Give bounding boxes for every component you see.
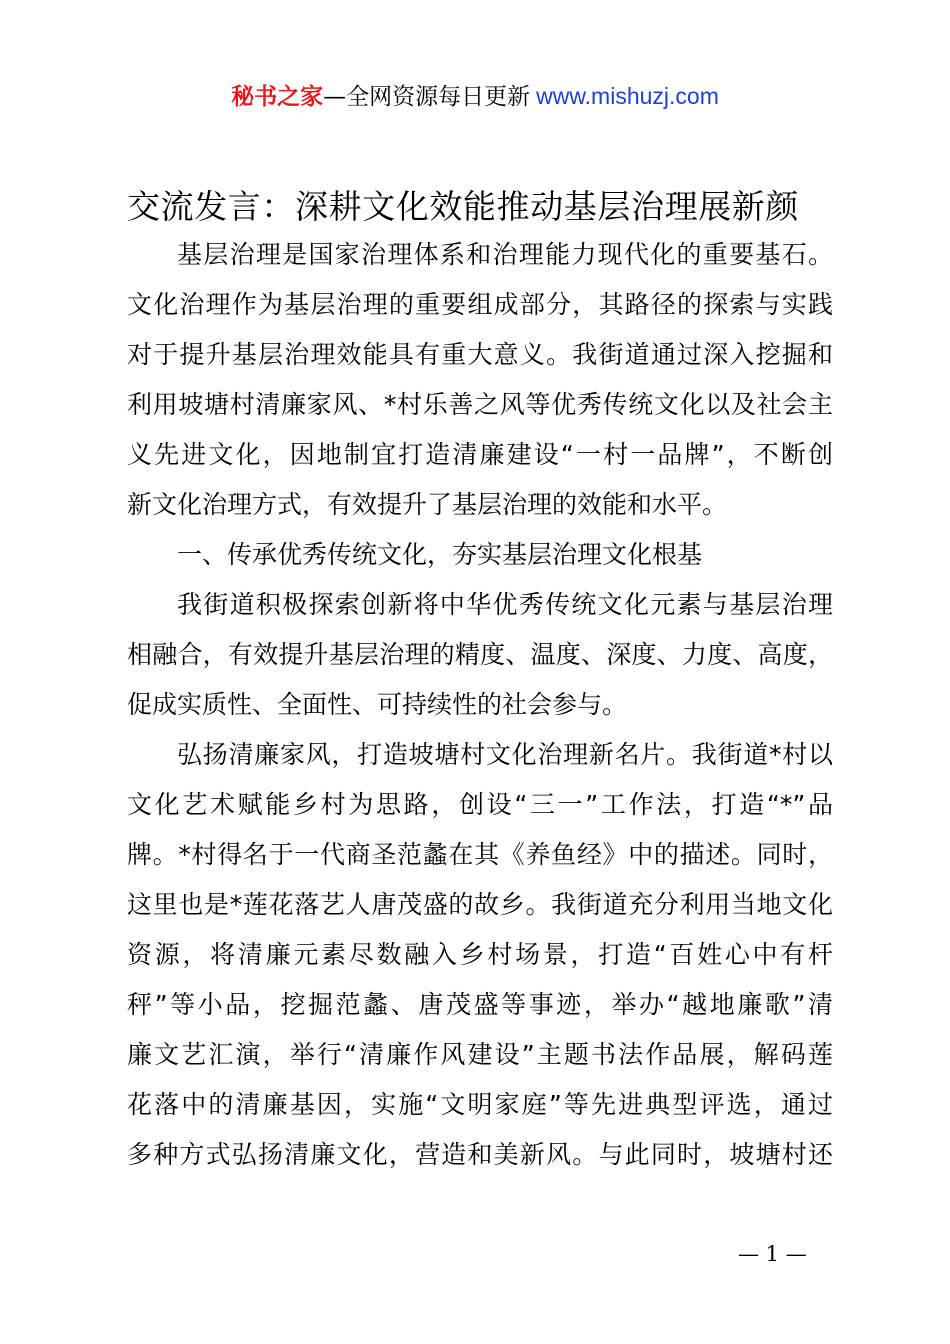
paragraph-line: 我街道积极探索创新将中华优秀传统文化元素与基层治理 [177,590,833,619]
paragraph-line: 基层治理是国家治理体系和治理能力现代化的重要基石。 [177,240,833,269]
paragraph-line: 弘扬清廉家风，打造坡塘村文化治理新名片。我街道*村以 [177,740,833,769]
paragraph-line: 文化艺术赋能乡村为思路，创设“三一”工作法，打造“*”品 [127,790,833,819]
paragraph-line: 促成实质性、全面性、可持续性的社会参与。 [127,690,628,719]
paragraph-line: 秤”等小品，挖掘范蠡、唐茂盛等事迹，举办“越地廉歌”清 [127,990,833,1019]
site-header [0,80,950,113]
document-title: 交流发言：深耕文化效能推动基层治理展新颜 [127,187,799,226]
paragraph-line: 新文化治理方式，有效提升了基层治理的效能和水平。 [127,490,728,519]
paragraph-line: 这里也是*莲花落艺人唐茂盛的故乡。我街道充分利用当地文化 [127,890,833,919]
paragraph-line: 牌。*村得名于一代商圣范蠡在其《养鱼经》中的描述。同时， [127,840,833,869]
paragraph-line: 廉文艺汇演，举行“清廉作风建设”主题书法作品展，解码莲 [127,1040,833,1069]
paragraph-line: 多种方式弘扬清廉文化，营造和美新风。与此同时，坡塘村还 [127,1140,833,1169]
paragraph-line: 利用坡塘村清廉家风、*村乐善之风等优秀传统文化以及社会主 [127,390,833,419]
document-body [127,230,833,1180]
site-brand: 秘书之家 [231,84,324,110]
paragraph-line: 相融合，有效提升基层治理的精度、温度、深度、力度、高度， [127,640,833,669]
paragraph-line: 资源，将清廉元素尽数融入乡村场景，打造“百姓心中有杆 [127,940,833,969]
paragraph-line: 花落中的清廉基因，实施“文明家庭”等先进典型评选，通过 [127,1090,833,1119]
site-tagline: —全网资源每日更新 [323,84,531,110]
paragraph-line: 对于提升基层治理效能具有重大意义。我街道通过深入挖掘和 [127,340,833,369]
page-number: — 1 — [738,1242,807,1266]
paragraph-line: 文化治理作为基层治理的重要组成部分，其路径的探索与实践 [127,290,833,319]
section-heading: 一、传承优秀传统文化，夯实基层治理文化根基 [177,540,703,569]
paragraph-line: 义先进文化，因地制宜打造清廉建设“一村一品牌”，不断创 [127,440,833,469]
site-url-link[interactable]: www.mishuzj.com [536,83,719,109]
